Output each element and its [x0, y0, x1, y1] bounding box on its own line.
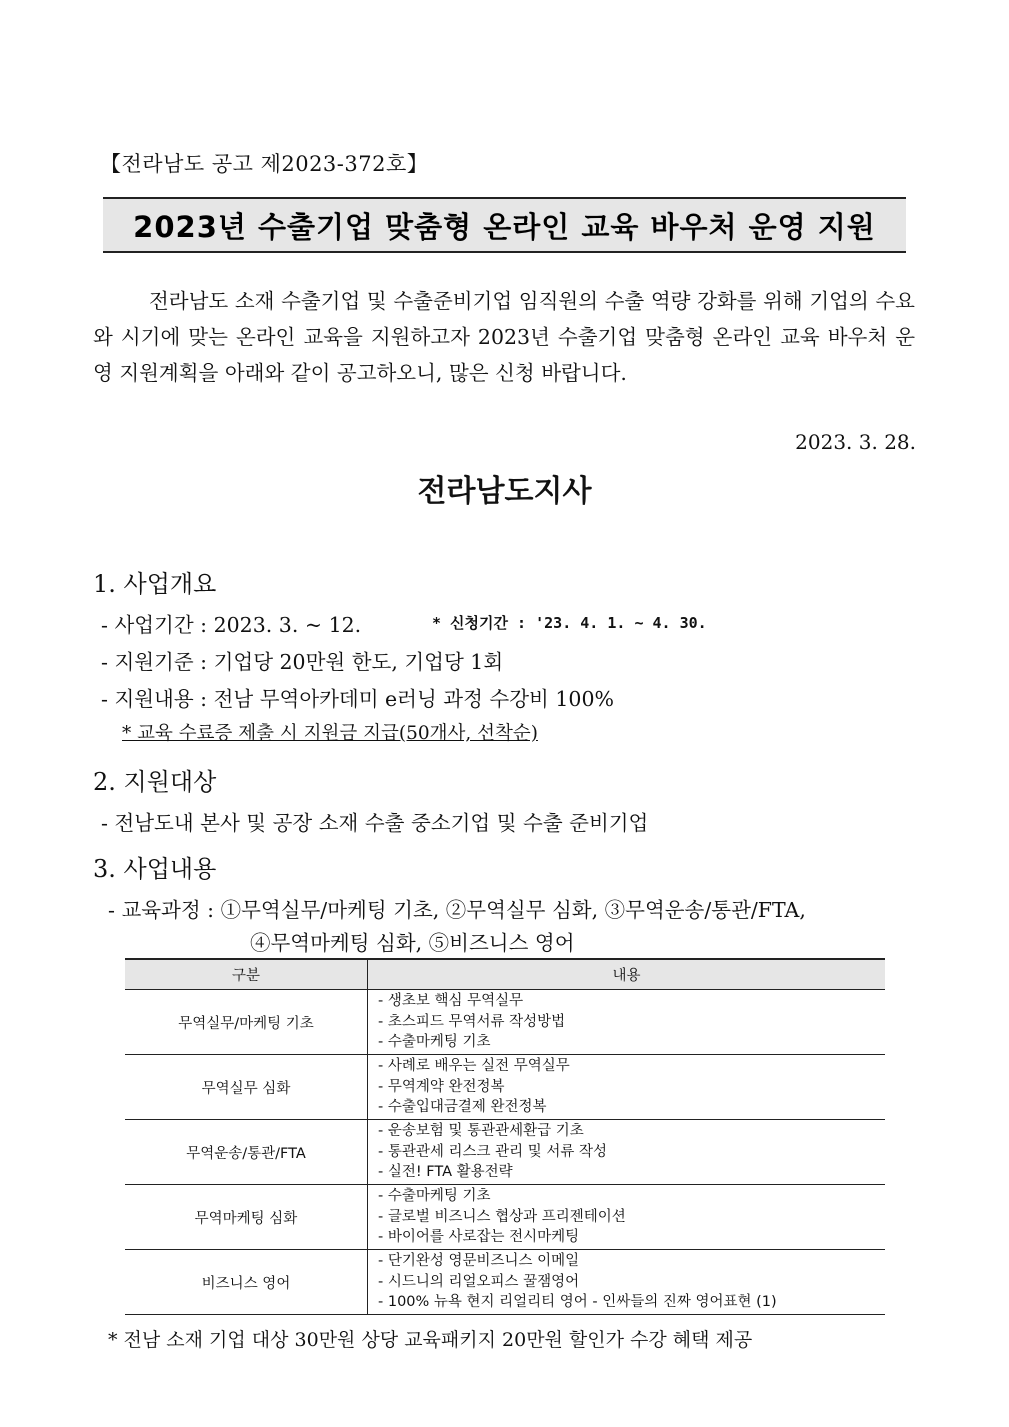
row-item: - 수출마케팅 기초 — [378, 1188, 491, 1205]
section1-heading: 1. 사업개요 — [93, 570, 217, 598]
row-item: - 무역계약 완전정복 — [378, 1078, 505, 1095]
row-item: - 바이어를 사로잡는 전시마케팅 — [378, 1229, 580, 1246]
footnote: * 전남 소재 기업 대상 30만원 상당 교육패키지 20만원 할인가 수강 혜택 제공 — [108, 1329, 753, 1351]
intro-paragraph-wrapper — [93, 283, 915, 391]
row-content — [368, 1055, 886, 1120]
table-header-category: 구분 — [125, 959, 368, 990]
table-row — [125, 1250, 885, 1315]
row-item: - 초스피드 무역서류 작성방법 — [378, 1013, 566, 1030]
row-item: - 통관관세 리스크 관리 및 서류 작성 — [378, 1143, 607, 1160]
table-row — [125, 990, 885, 1055]
support-criteria: - 지원기준 : 기업당 20만원 한도, 기업당 1회 — [101, 650, 504, 674]
courses-line-2: ④무역마케팅 심화, ⑤비즈니스 영어 — [250, 931, 575, 955]
row-content — [368, 1185, 886, 1250]
document-title-box — [103, 197, 906, 253]
section2-heading: 2. 지원대상 — [93, 768, 217, 796]
application-period: * 신청기간 : '23. 4. 1. ~ 4. 30. — [432, 614, 707, 632]
course-table — [125, 958, 885, 1315]
business-period: - 사업기간 : 2023. 3. ~ 12. — [101, 613, 362, 637]
row-content — [368, 1120, 886, 1185]
row-item: - 수출마케팅 기초 — [378, 1034, 491, 1051]
courses-line-1: - 교육과정 : ①무역실무/마케팅 기초, ②무역실무 심화, ③무역운송/통관/FTA, — [108, 898, 806, 922]
row-item: - 생초보 핵심 무역실무 — [378, 993, 524, 1010]
document-title: 2023년 수출기업 맞춤형 온라인 교육 바우처 운영 지원 — [133, 209, 876, 244]
section3-heading: 3. 사업내용 — [93, 855, 217, 883]
row-content — [368, 990, 886, 1055]
intro-paragraph: 전라남도 소재 수출기업 및 수출준비기업 임직원의 수출 역량 강화를 위해 기업의 수요와 시기에 맞는 온라인 교육을 지원하고자 2023년 수출기업 맞춤형 온라인 교육 바우처 운영 지원계획을 아래와 같이 공고하오니, 많은 신청 바랍니다. — [93, 289, 915, 385]
row-category: 무역실무/마케팅 기초 — [125, 990, 368, 1055]
row-item: - 시드니의 리얼오피스 꿀잼영어 — [378, 1273, 580, 1290]
announcement-date: 2023. 3. 28. — [795, 430, 916, 454]
table-header-content: 내용 — [368, 959, 886, 990]
row-item: - 운송보험 및 통관관세환급 기초 — [378, 1123, 584, 1140]
row-item: - 실전! FTA 활용전략 — [378, 1164, 513, 1181]
support-content: - 지원내용 : 전남 무역아카데미 e러닝 과정 수강비 100% — [101, 687, 614, 711]
row-category: 비즈니스 영어 — [125, 1250, 368, 1315]
table-header-row — [125, 959, 885, 990]
row-category: 무역실무 심화 — [125, 1055, 368, 1120]
table-row — [125, 1120, 885, 1185]
row-item: - 100% 뉴욕 현지 리얼리티 영어 - 인싸들의 진짜 영어표현 (1) — [378, 1294, 777, 1311]
support-target: - 전남도내 본사 및 공장 소재 수출 중소기업 및 수출 준비기업 — [101, 811, 649, 835]
row-item: - 수출입대금결제 완전정복 — [378, 1099, 547, 1116]
row-category: 무역운송/통관/FTA — [125, 1120, 368, 1185]
support-note: * 교육 수료증 제출 시 지원금 지급(50개사, 선착순) — [122, 723, 538, 744]
row-item: - 사례로 배우는 실전 무역실무 — [378, 1058, 570, 1075]
row-category: 무역마케팅 심화 — [125, 1185, 368, 1250]
row-item: - 단기완성 영문비즈니스 이메일 — [378, 1253, 580, 1270]
table-row — [125, 1185, 885, 1250]
notice-number: 【전라남도 공고 제2023-372호】 — [100, 152, 429, 176]
table-row — [125, 1055, 885, 1120]
row-item: - 글로벌 비즈니스 협상과 프리젠테이션 — [378, 1208, 626, 1225]
row-content — [368, 1250, 886, 1315]
issuing-organization: 전라남도지사 — [417, 474, 592, 509]
